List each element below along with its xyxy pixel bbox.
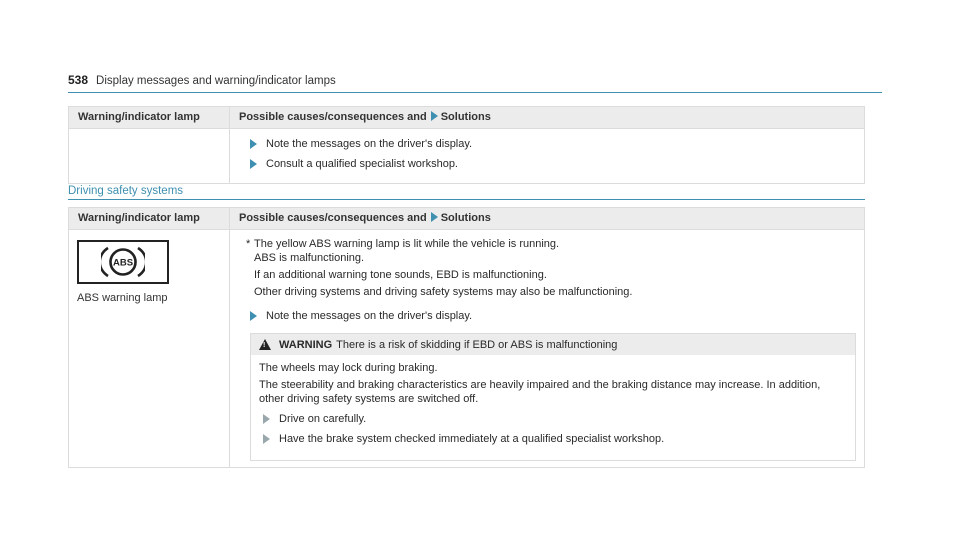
cause-marker: * [246, 238, 251, 250]
cause-item [238, 237, 856, 265]
page-number: 538 [68, 73, 89, 87]
column-header-lamp: Warning/indicator lamp [69, 208, 230, 230]
driving-safety-table [68, 207, 865, 468]
step-text: Consult a qualified specialist workshop. [266, 158, 458, 170]
step-arrow-icon [250, 311, 257, 321]
section-title: Driving safety systems [68, 185, 865, 200]
lamp-label: ABS warning lamp [77, 292, 168, 304]
solution-step [238, 137, 856, 151]
warning-word: WARNING [279, 338, 333, 351]
cause-text: The yellow ABS warning lamp is lit while the vehicle is running. [254, 238, 560, 250]
causes-cell [230, 230, 865, 468]
table-row [69, 129, 865, 184]
page-header [68, 73, 882, 93]
column-header-lamp: Warning/indicator lamp [69, 107, 230, 129]
solution-step [238, 157, 856, 171]
step-text: Have the brake system checked immediately at a qualified specialist workshop. [279, 433, 665, 445]
step-text: Note the messages on the driver's display. [266, 310, 473, 322]
step-arrow-icon [250, 139, 257, 149]
table-header-row [69, 107, 865, 129]
solutions-arrow-icon [431, 212, 438, 222]
page-title: Display messages and warning/indicator lamps [96, 75, 336, 87]
column-header-causes [230, 208, 865, 230]
abs-icon-text: ABS [112, 257, 134, 269]
warning-body [251, 355, 855, 460]
table-header-row [69, 208, 865, 230]
step-text: Note the messages on the driver's display. [266, 138, 473, 150]
column-header-causes [230, 107, 865, 129]
causes-label: Possible causes/consequences and [239, 212, 427, 224]
solutions-cell [230, 129, 865, 184]
solutions-label: Solutions [440, 111, 491, 123]
step-text: Drive on carefully. [279, 413, 367, 425]
info-text: If an additional warning tone sounds, EBD is malfunctioning. [254, 269, 547, 281]
table-row [69, 230, 865, 468]
step-arrow-icon [263, 434, 270, 444]
causes-label: Possible causes/consequences and [239, 111, 427, 123]
warning-box [250, 333, 856, 461]
warning-step [259, 432, 847, 446]
warning-step [259, 412, 847, 426]
warning-header [251, 334, 855, 355]
warning-text: The steerability and braking characteristics are heavily impaired and the braking distance may increase. In addition, other driving safety systems are switched off. [259, 379, 821, 405]
warning-title: There is a risk of skidding if EBD or ABS is malfunctioning [336, 338, 618, 351]
solutions-arrow-icon [431, 111, 438, 121]
warning-triangle-icon: ! [259, 339, 271, 350]
lamp-cell [69, 230, 230, 468]
solution-step [238, 309, 856, 323]
info-text: Other driving systems and driving safety systems may also be malfunctioning. [254, 286, 633, 298]
abs-warning-lamp-icon [77, 240, 169, 284]
warning-text: The wheels may lock during braking. [259, 362, 438, 374]
solutions-label: Solutions [440, 212, 491, 224]
warning-table-continued [68, 106, 865, 184]
cause-text: ABS is malfunctioning. [254, 252, 365, 264]
step-arrow-icon [250, 159, 257, 169]
step-arrow-icon [263, 414, 270, 424]
abs-symbol-icon [101, 243, 145, 281]
lamp-cell-empty [69, 129, 230, 184]
